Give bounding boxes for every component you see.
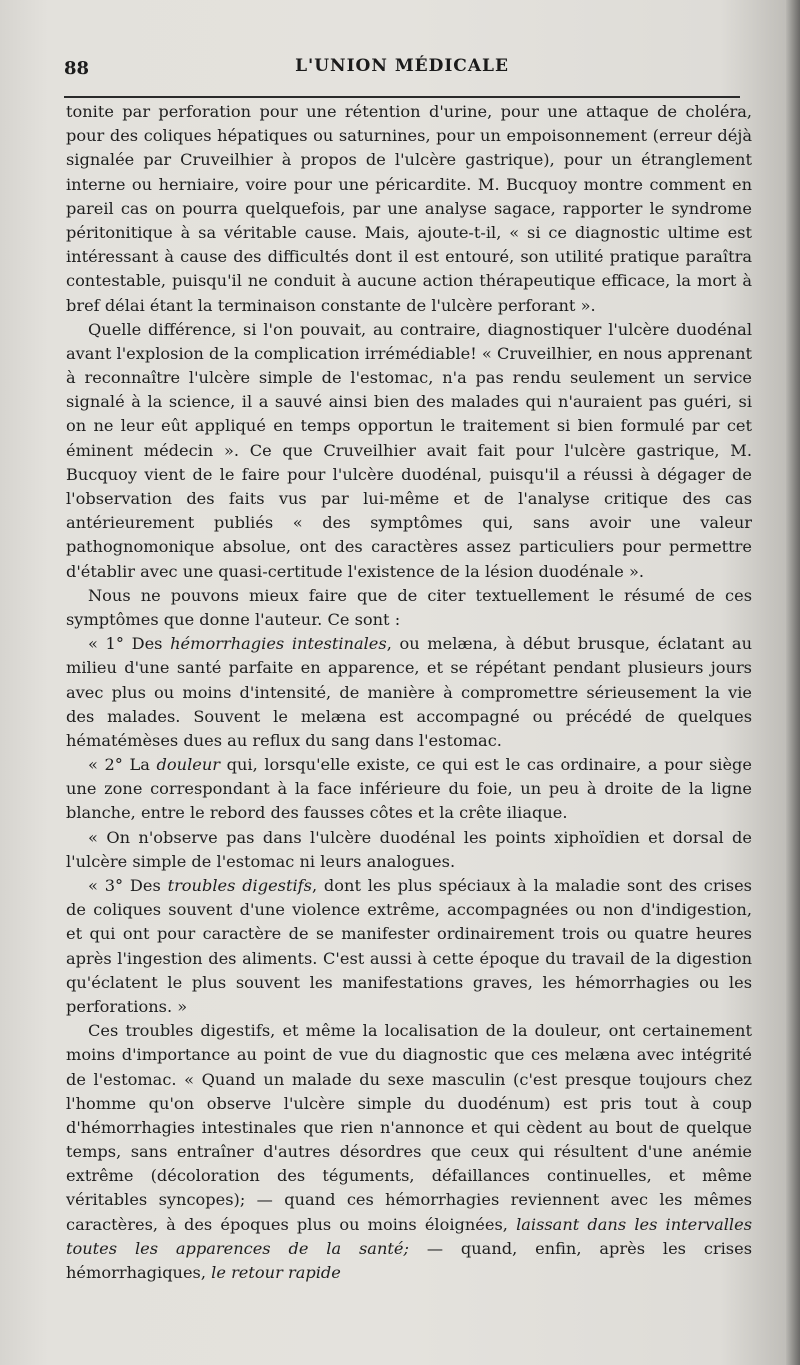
text-run: « 3° Des — [88, 876, 168, 895]
text-run: , dont les plus spéciaux à la maladie sont des crises de coliques souvent d'une violence extrême, accompagnées ou non d'indigestion, et qui ont pour caractère de se manifester ordinairement trois ou quatre heures après l'ingestion des aliments. C'est aussi à cette époque du travail de la digestion qu'éclatent le plus souvent les manifestations graves, les hémorrhagies ou les perforations. » — [66, 876, 752, 1016]
running-header — [64, 52, 740, 82]
paragraph — [66, 826, 752, 874]
italic-text: laissant dans les intervalles toutes les apparences de la santé; — [66, 1214, 752, 1258]
paragraph — [66, 318, 752, 584]
text-run: Quelle différence, si l'on pouvait, au contraire, diagnostiquer l'ulcère duodénal avant l'explosion de la complication irrémédiable! « Cruveilhier, en nous apprenant à reconnaître l'ulcère simple de l'estomac, n'a pas rendu seulement un service signalé à la science, il a sauvé ainsi bien des malades qui n'auraient pas guéri, si on ne leur eût appliqué en temps opportun le traitement si bien formulé par cet éminent médecin ». Ce que Cruveilhier avait fait pour l'ulcère gastrique, M. Bucquoy vient de le faire pour l'ulcère duodénal, puisqu'il a réussi à dégager de l'observation des faits vus par lui-même et de l'analyse critique des cas antérieurement publiés « des symptômes qui, sans avoir une valeur pathognomonique absolue, ont des caractères assez particuliers pour permettre d'établir avec une quasi-certitude l'existence de la lésion duodénale ». — [66, 319, 752, 581]
text-run: tonite par perforation pour une rétention d'urine, pour une attaque de choléra, pour des coliques hépatiques ou saturnines, pour un empoisonnement (erreur déjà signalée par Cruveilhier à propos de l'ulcère gastrique), pour un étranglement interne ou herniaire, voire pour une péricardite. M. Bucquoy montre comment en pareil cas on pourra quelquefois, par une analyse sagace, rapporter le syndrome péritonitique à sa véritable cause. Mais, ajoute-t-il, « si ce diagnostic ultime est intéressant à cause des difficultés dont il est entouré, son utilité pratique paraîtra contestable, puisqu'il ne conduit à aucune action thérapeutique efficace, la mort à bref délai étant la terminaison constante de l'ulcère perforant ». — [66, 102, 752, 315]
paragraph — [66, 632, 752, 753]
paragraph — [66, 874, 752, 1019]
italic-text: douleur — [156, 755, 220, 775]
italic-text: le retour rapide — [211, 1263, 341, 1282]
page-edge-shadow — [786, 0, 800, 1365]
paragraph — [66, 1019, 752, 1285]
body-text — [66, 100, 752, 1285]
text-run: « 1° Des — [88, 634, 171, 654]
text-run: Nous ne pouvons mieux faire que de citer textuellement le résumé de ces symptômes que donne l'auteur. Ce sont : — [66, 585, 752, 629]
italic-text: hémorrhagies intestinales — [170, 634, 387, 654]
text-run: , ou melæna, à début brusque, éclatant au milieu d'une santé parfaite en apparence, et se répétant pendant plusieurs jours avec plus ou moins d'intensité, de manière à compromettre sérieusement la vie des malades. Souvent le melæna est accompagné ou précédé de quelques hématémèses dues au reflux du sang dans l'estomac. — [66, 634, 752, 750]
text-run: qui, lorsqu'elle existe, ce qui est le cas ordinaire, a pour siège une zone correspondant à la face inférieure du foie, un peu à droite de la ligne blanche, entre le rebord des fausses côtes et la crête iliaque. — [66, 755, 753, 823]
paragraph — [66, 753, 752, 826]
italic-text: troubles digestifs — [167, 876, 312, 895]
text-run: « 2° La — [88, 755, 157, 775]
running-title: L'UNION MÉDICALE — [295, 56, 509, 76]
text-run: « On n'observe pas dans l'ulcère duodénal les points xiphoïdien et dorsal de l'ulcère simple de l'estomac ni leurs analogues. — [66, 827, 752, 871]
page-number: 88 — [64, 58, 90, 79]
header-rule — [64, 96, 740, 98]
text-run: — quand, enfin, après les crises hémorrhagiques, — [66, 1238, 753, 1282]
paragraph — [66, 100, 752, 318]
paragraph — [66, 584, 752, 632]
text-run: Ces troubles digestifs, et même la localisation de la douleur, ont certainement moins d'importance au point de vue du diagnostic que ces melæna avec intégrité de l'estomac. « Quand un malade du sexe masculin (c'est presque toujours chez l'homme qu'on observe l'ulcère simple du duodénum) est pris tout à coup d'hémorrhagies intestinales que rien n'annonce et qui cèdent au bout de quelque temps, sans entraîner d'autres désordres que ceux qui résultent d'une anémie extrême (décoloration des téguments, défaillances continuelles, et même véritables syncopes); — quand ces hémorrhagies reviennent avec les mêmes caractères, à des époques plus ou moins éloignées, — [66, 1021, 752, 1234]
